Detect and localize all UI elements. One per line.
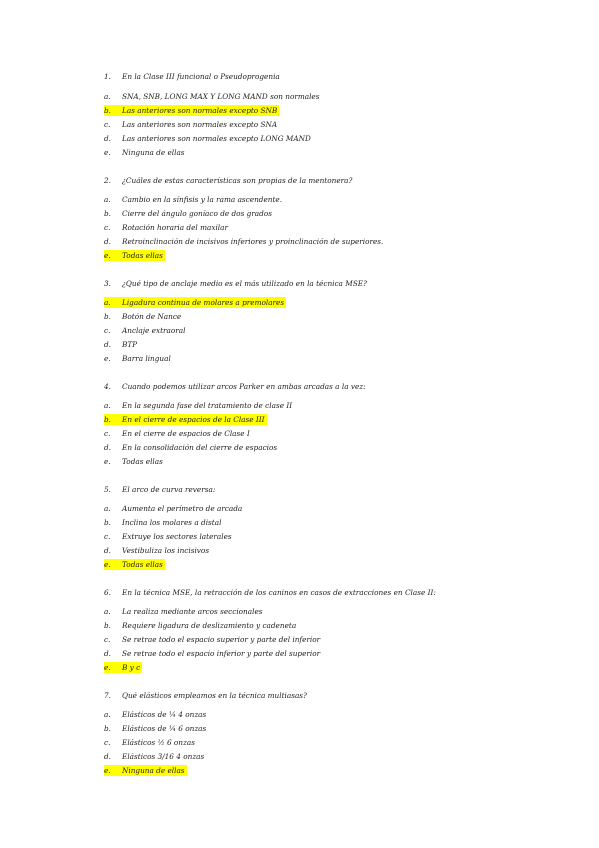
option-letter: d. [104, 443, 111, 452]
option-text: BTP [122, 340, 138, 349]
option-e-highlighted [104, 559, 165, 570]
option-letter: d. [104, 134, 111, 143]
option-b [104, 620, 296, 631]
option-e-highlighted [104, 250, 165, 261]
option-text: Aumenta el perímetro de arcada [122, 504, 243, 513]
option-text: Las anteriores son normales excepto LONG MAND [122, 134, 311, 143]
option-text: En el cierre de espacios de Clase I [122, 429, 250, 438]
option-d [104, 133, 311, 144]
option-letter: b. [104, 415, 111, 424]
option-e-highlighted [104, 765, 187, 776]
option-e [104, 353, 171, 364]
question-text: ¿Cuáles de estas características son propias de la mentonera? [122, 176, 353, 185]
question-text: En la Clase III funcional o Pseudoprogenia [122, 72, 280, 81]
question-number: 4. [104, 382, 111, 391]
option-letter: a. [104, 401, 111, 410]
option-e-highlighted [104, 662, 142, 673]
option-text: Todas ellas [122, 560, 163, 569]
option-a [104, 400, 292, 411]
option-letter: b. [104, 724, 111, 733]
option-letter: c. [104, 120, 111, 129]
option-letter: d. [104, 546, 111, 555]
option-letter: c. [104, 223, 111, 232]
option-text: Ligadura continua de molares a premolares [122, 298, 285, 307]
option-text: En el cierre de espacios de la Clase III [122, 415, 265, 424]
question-title [104, 690, 307, 701]
question-title [104, 484, 215, 495]
option-text: Ninguna de ellas [122, 148, 185, 157]
option-d [104, 751, 204, 762]
option-a [104, 91, 320, 102]
option-text: Elásticos de ¼ 6 onzas [122, 724, 207, 733]
option-letter: a. [104, 710, 111, 719]
option-text: Todas ellas [122, 251, 163, 260]
option-letter: b. [104, 209, 111, 218]
option-text: Barra lingual [122, 354, 171, 363]
option-text: Elásticos de ¼ 4 onzas [122, 710, 207, 719]
option-text: Vestibuliza los incisivos [122, 546, 210, 555]
option-text: B y c [122, 663, 141, 672]
option-c [104, 531, 232, 542]
option-text: Las anteriores son normales excepto SNB [122, 106, 278, 115]
option-a-highlighted [104, 297, 286, 308]
option-letter: e. [104, 560, 111, 569]
option-letter: d. [104, 649, 111, 658]
question-number: 3. [104, 279, 111, 288]
option-letter: c. [104, 738, 111, 747]
option-text: Las anteriores son normales excepto SNA [122, 120, 278, 129]
option-text: SNA, SNB, LONG MAX Y LONG MAND son normales [122, 92, 320, 101]
question-title [104, 71, 280, 82]
option-b [104, 311, 181, 322]
option-c [104, 428, 250, 439]
question-text: En la técnica MSE, la retracción de los caninos en casos de extracciones en Clase II: [122, 588, 436, 597]
option-text: Rotación horaria del maxilar [122, 223, 228, 232]
option-text: Requiere ligadura de deslizamiento y cadeneta [122, 621, 297, 630]
option-b [104, 723, 206, 734]
option-letter: b. [104, 518, 111, 527]
option-letter: a. [104, 195, 111, 204]
question-number: 7. [104, 691, 111, 700]
option-text: Cierre del ángulo goníaco de dos grados [122, 209, 272, 218]
option-letter: a. [104, 607, 111, 616]
question-text: El arco de curva reversa: [122, 485, 216, 494]
option-text: Todas ellas [122, 457, 163, 466]
option-letter: d. [104, 752, 111, 761]
option-b-highlighted [104, 105, 279, 116]
question-number: 1. [104, 72, 111, 81]
option-text: Retroinclinación de incisivos inferiores y proinclinación de superiores. [122, 237, 384, 246]
option-d [104, 339, 137, 350]
option-text: Se retrae todo el espacio superior y parte del inferior [122, 635, 321, 644]
option-b [104, 517, 221, 528]
option-letter: b. [104, 621, 111, 630]
option-c [104, 634, 320, 645]
option-text: En la consolidación del cierre de espacios [122, 443, 278, 452]
option-text: Anclaje extraoral [122, 326, 186, 335]
option-text: Botón de Nance [122, 312, 182, 321]
option-text: En la segunda fase del tratamiento de clase II [122, 401, 293, 410]
option-c [104, 325, 185, 336]
option-d [104, 236, 383, 247]
option-a [104, 606, 263, 617]
option-letter: e. [104, 251, 111, 260]
option-text: Extruye los sectores laterales [122, 532, 232, 541]
option-d [104, 545, 209, 556]
option-text: Elásticos ½ 6 onzas [122, 738, 195, 747]
option-c [104, 737, 195, 748]
option-letter: e. [104, 663, 111, 672]
option-text: Ninguna de ellas [122, 766, 185, 775]
question-title [104, 587, 436, 598]
option-d [104, 442, 277, 453]
question-title [104, 381, 366, 392]
option-a [104, 194, 282, 205]
option-c [104, 222, 228, 233]
option-letter: c. [104, 635, 111, 644]
option-text: Cambio en la sínfisis y la rama ascendente. [122, 195, 283, 204]
option-d [104, 648, 320, 659]
question-text: Qué elásticos empleamos en la técnica multiasas? [122, 691, 307, 700]
option-letter: a. [104, 92, 111, 101]
option-letter: a. [104, 504, 111, 513]
option-letter: e. [104, 766, 111, 775]
option-text: La realiza mediante arcos seccionales [122, 607, 263, 616]
option-letter: c. [104, 532, 111, 541]
question-number: 2. [104, 176, 111, 185]
option-a [104, 503, 242, 514]
question-number: 6. [104, 588, 111, 597]
question-number: 5. [104, 485, 111, 494]
option-letter: b. [104, 106, 111, 115]
option-letter: b. [104, 312, 111, 321]
option-e [104, 456, 163, 467]
option-e [104, 147, 185, 158]
option-letter: d. [104, 340, 111, 349]
question-title [104, 278, 367, 289]
option-c [104, 119, 277, 130]
question-text: ¿Qué tipo de anclaje medio es el más utilizado en la técnica MSE? [122, 279, 367, 288]
question-title [104, 175, 352, 186]
option-a [104, 709, 206, 720]
option-letter: e. [104, 457, 111, 466]
option-b [104, 208, 272, 219]
option-letter: e. [104, 354, 111, 363]
option-letter: a. [104, 298, 111, 307]
question-text: Cuando podemos utilizar arcos Parker en ambas arcadas a la vez: [122, 382, 366, 391]
option-letter: d. [104, 237, 111, 246]
option-letter: c. [104, 429, 111, 438]
option-text: Inclina los molares a distal [122, 518, 222, 527]
option-letter: e. [104, 148, 111, 157]
option-text: Elásticos 3/16 4 onzas [122, 752, 205, 761]
option-letter: c. [104, 326, 111, 335]
option-text: Se retrae todo el espacio inferior y parte del superior [122, 649, 321, 658]
option-b-highlighted [104, 414, 267, 425]
